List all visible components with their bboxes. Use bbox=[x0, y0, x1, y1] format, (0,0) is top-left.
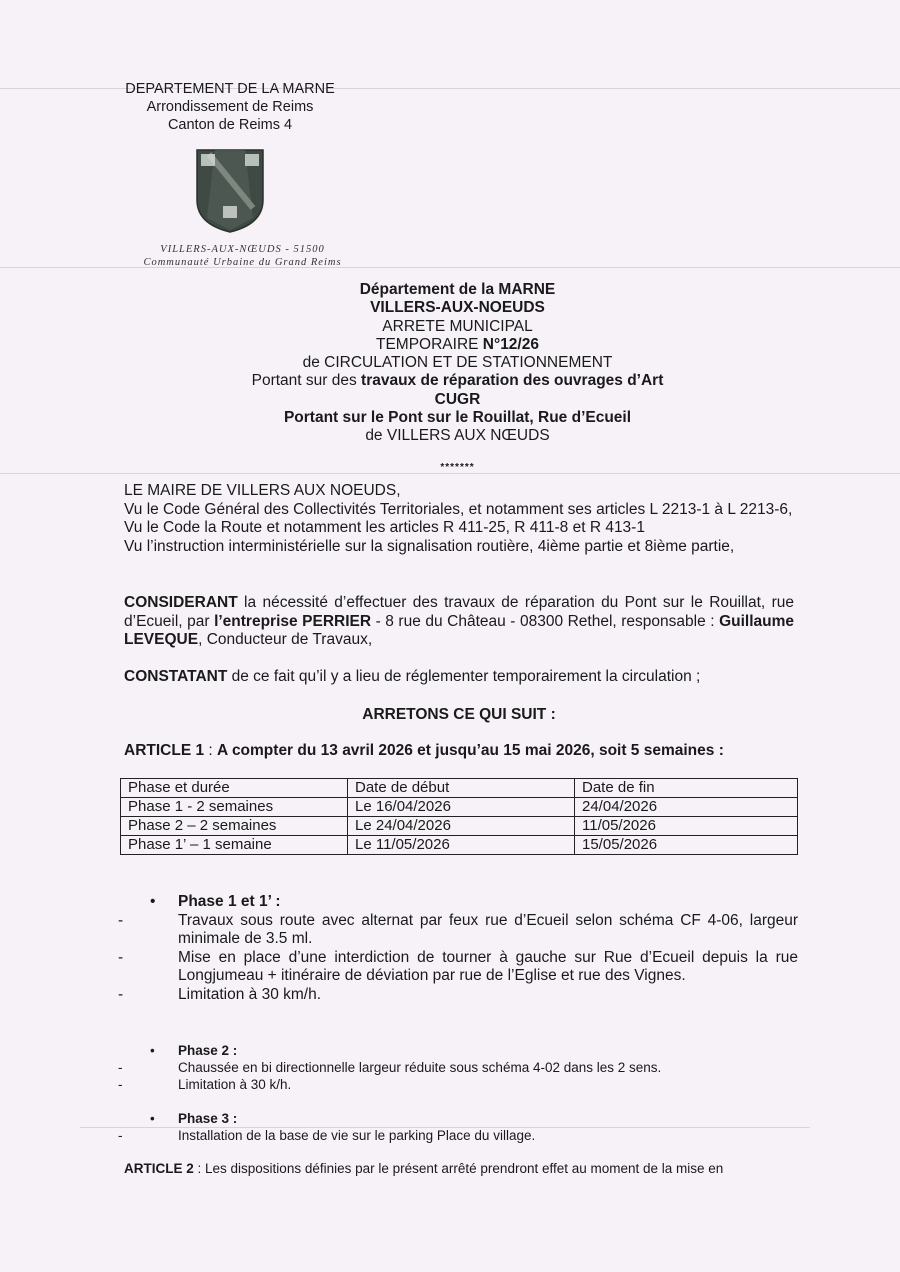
list-item: Installation de la base de vie sur le parking Place du village. bbox=[178, 1128, 536, 1143]
considerant-text-2: - 8 rue du Château - 08300 Rethel, responsable : bbox=[371, 612, 720, 630]
mayor-line: LE MAIRE DE VILLERS AUX NOEUDS, bbox=[124, 482, 401, 499]
legal-basis bbox=[124, 482, 794, 556]
phase-3-section bbox=[118, 1110, 798, 1144]
title-temporaire-label: TEMPORAIRE bbox=[376, 335, 483, 353]
table-cell: 24/04/2026 bbox=[575, 798, 798, 817]
letterhead bbox=[110, 80, 350, 134]
table-row bbox=[121, 836, 798, 855]
responsible-name: Guillaume LEVEQUE bbox=[124, 612, 794, 648]
title-department: Département de la MARNE bbox=[359, 281, 556, 298]
list-item: Limitation à 30 km/h. bbox=[178, 985, 322, 1003]
list-item: Limitation à 30 k/h. bbox=[178, 1077, 292, 1092]
vu-code-route: Vu le Code la Route et notamment les articles R 411-25, R 411-8 et R 413-1 bbox=[124, 519, 645, 536]
table-header-cell: Phase et durée bbox=[121, 779, 348, 798]
table-cell: 11/05/2026 bbox=[575, 817, 798, 836]
phase-3-title: Phase 3 : bbox=[178, 1111, 238, 1126]
department-line: DEPARTEMENT DE LA MARNE bbox=[125, 81, 335, 97]
commune-community: Communauté Urbaine du Grand Reims bbox=[143, 257, 342, 268]
constatant-text: de ce fait qu’il y a lieu de réglementer temporairement la circulation ; bbox=[227, 668, 701, 685]
title-temporaire bbox=[100, 336, 815, 354]
vu-cgct: Vu le Code Général des Collectivités Territoriales, et notamment ses articles L 2213-1 à L 2213-6, bbox=[124, 500, 793, 518]
bullet-marker: • bbox=[150, 1043, 155, 1058]
table-header-cell: Date de fin bbox=[575, 779, 798, 798]
considerant-text-3: , Conducteur de Travaux, bbox=[198, 631, 373, 648]
article-2-text: : Les dispositions définies par le présent arrêté prendront effet au moment de la mise en bbox=[193, 1161, 724, 1176]
constatant-label: CONSTATANT bbox=[124, 668, 228, 685]
dash-marker: - bbox=[118, 911, 124, 929]
title-bridge: Portant sur le Pont sur le Rouillat, Rue d’Ecueil bbox=[283, 409, 632, 427]
table-cell: Phase 1 - 2 semaines bbox=[121, 798, 348, 817]
list-item: Travaux sous route avec alternat par feux rue d’Ecueil selon schéma CF 4-06, largeur minimale de 3.5 ml. bbox=[178, 911, 798, 947]
title-cugr: CUGR bbox=[434, 390, 481, 408]
article-1-label: ARTICLE 1 bbox=[124, 742, 205, 759]
list-item: Mise en place d’une interdiction de tourner à gauche sur Rue d’Ecueil depuis la rue Longjumeau + itinéraire de déviation par rue de l’Eglise et rue des Vignes. bbox=[178, 948, 798, 984]
title-object bbox=[100, 372, 815, 390]
phases-table bbox=[120, 778, 798, 855]
vu-instruction: Vu l’instruction interministérielle sur la signalisation routière, 4ième partie et 8ième partie, bbox=[124, 537, 735, 555]
table-cell: Le 11/05/2026 bbox=[348, 836, 575, 855]
dash-marker: - bbox=[118, 1128, 123, 1143]
arretons-heading bbox=[124, 706, 794, 725]
title-object-prefix: Portant sur des bbox=[251, 372, 362, 390]
coat-of-arms-icon bbox=[195, 148, 265, 234]
table-header-row bbox=[121, 779, 798, 798]
phase-2-section bbox=[118, 1042, 798, 1093]
considerant-paragraph bbox=[124, 594, 794, 650]
considerant-label: CONSIDERANT bbox=[124, 594, 238, 611]
bullet-marker: • bbox=[150, 1111, 155, 1126]
article-1-separator: : bbox=[204, 742, 218, 759]
title-object-works: travaux de réparation des ouvrages d’Art bbox=[361, 372, 664, 390]
title-commune: VILLERS-AUX-NOEUDS bbox=[370, 299, 545, 317]
separator-stars: ******* bbox=[440, 462, 475, 473]
table-row bbox=[121, 817, 798, 836]
article-2-label: ARTICLE 2 bbox=[124, 1161, 194, 1176]
table-cell: Le 24/04/2026 bbox=[348, 817, 575, 836]
list-item: Chaussée en bi directionnelle largeur réduite sous schéma 4-02 dans les 2 sens. bbox=[178, 1060, 662, 1075]
commune-caption bbox=[110, 243, 375, 269]
arretons-text: ARRETONS CE QUI SUIT : bbox=[362, 706, 556, 723]
table-cell: Le 16/04/2026 bbox=[348, 798, 575, 817]
table-cell: Phase 2 – 2 semaines bbox=[121, 817, 348, 836]
decree-number: N°12/26 bbox=[482, 335, 539, 353]
arrondissement-line: Arrondissement de Reims bbox=[146, 99, 314, 115]
dash-marker: - bbox=[118, 1077, 123, 1092]
table-cell: Phase 1’ – 1 semaine bbox=[121, 836, 348, 855]
considerant-text-1: la nécessité d’effectuer des travaux de réparation du Pont sur le Rouillat, rue d’Ecueil, par bbox=[124, 594, 794, 630]
table-header-cell: Date de début bbox=[348, 779, 575, 798]
dash-marker: - bbox=[118, 948, 124, 966]
phase-1-section bbox=[118, 893, 798, 1004]
title-circulation: de CIRCULATION ET DE STATIONNEMENT bbox=[302, 354, 613, 372]
scan-line bbox=[0, 473, 900, 474]
article-2 bbox=[124, 1160, 824, 1177]
table-row bbox=[121, 798, 798, 817]
title-arrete: ARRETE MUNICIPAL bbox=[382, 317, 533, 335]
article-1-text: A compter du 13 avril 2026 et jusqu’au 15 mai 2026, soit 5 semaines : bbox=[217, 742, 724, 759]
contractor-name: l’entreprise PERRIER bbox=[214, 612, 372, 630]
phase-1-title: Phase 1 et 1’ : bbox=[178, 893, 281, 910]
commune-name: VILLERS-AUX-NŒUDS - 51500 bbox=[160, 244, 325, 255]
decree-title bbox=[100, 281, 815, 446]
constatant-paragraph bbox=[124, 668, 794, 687]
title-town: de VILLERS AUX NŒUDS bbox=[365, 427, 550, 445]
dash-marker: - bbox=[118, 1060, 123, 1075]
table-cell: 15/05/2026 bbox=[575, 836, 798, 855]
bullet-marker: • bbox=[150, 893, 156, 910]
article-1 bbox=[124, 742, 824, 761]
canton-line: Canton de Reims 4 bbox=[167, 117, 293, 133]
dash-marker: - bbox=[118, 985, 124, 1003]
phase-2-title: Phase 2 : bbox=[178, 1043, 238, 1058]
